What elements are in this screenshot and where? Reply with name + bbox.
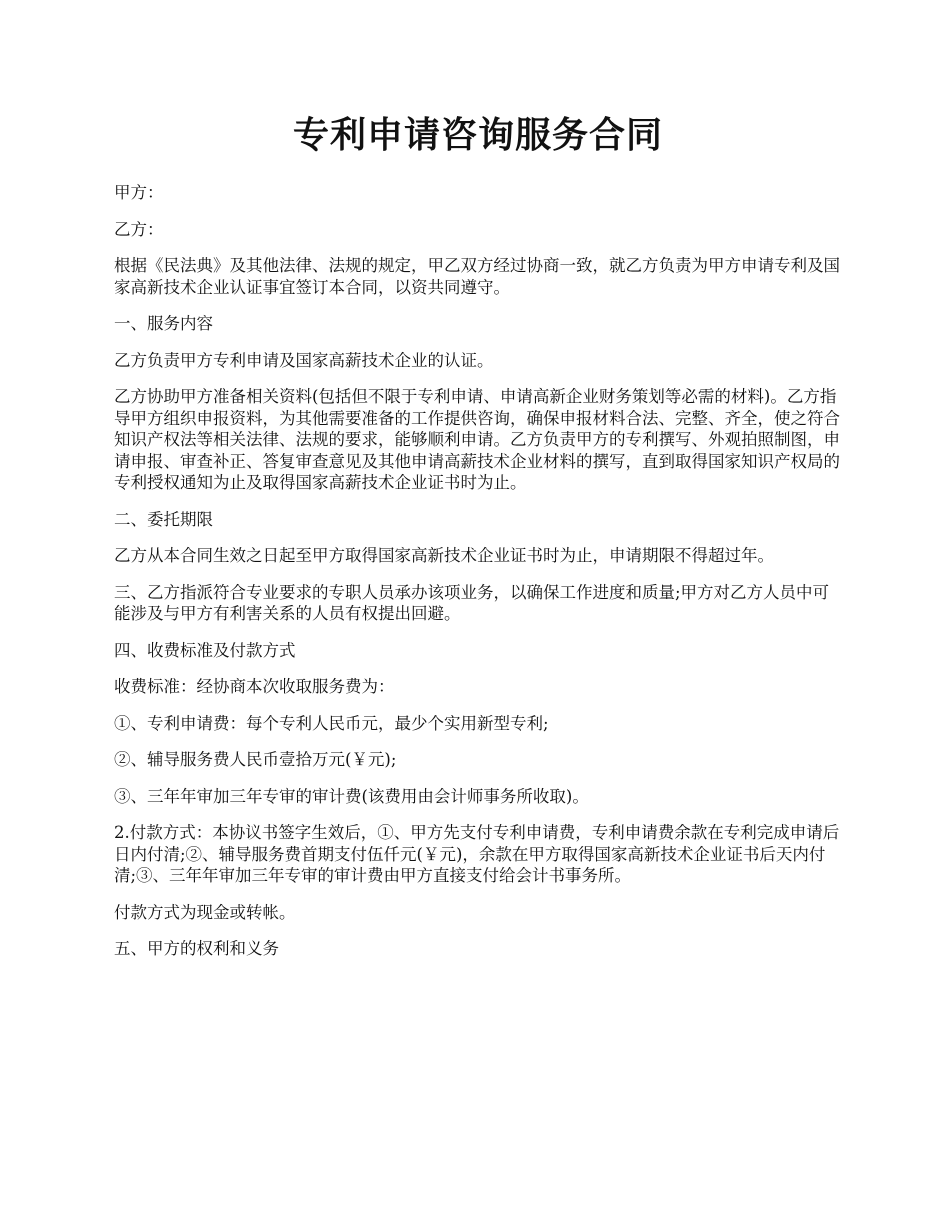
- service-paragraph-2: 乙方协助甲方准备相关资料(包括但不限于专利申请、申请高新企业财务策划等必需的材料)。乙方指导甲方组织申报资料，为其他需要准备的工作提供咨询，确保申报材料合法、完整、齐全，使之符合知识产权法等相关法律、法规的要求，能够顺利申请。乙方负责甲方的专利撰写、外观拍照制图，申请申报、审查补正、答复审查意见及其他申请高薪技术企业材料的撰写，直到取得国家知识产权局的专利授权通知为止及取得国家高薪技术企业证书时为止。: [114, 387, 840, 492]
- preamble-paragraph: 根据《民法典》及其他法律、法规的规定，甲乙双方经过协商一致，就乙方负责为甲方申请专利及国家高新技术企业认证事宜签订本合同，以资共同遵守。: [114, 256, 840, 297]
- service-paragraph-1: 乙方负责甲方专利申请及国家高薪技术企业的认证。: [114, 350, 494, 370]
- fee-standard-line: 收费标准：经协商本次收取服务费为：: [114, 677, 395, 696]
- document-title: 专利申请咨询服务合同: [292, 114, 663, 156]
- fee-item-2: ②、辅导服务费人民币壹拾万元(￥元);: [114, 750, 397, 769]
- fee-item-3: ③、三年年审加三年专审的审计费(该费用由会计师事务所收取)。: [114, 786, 589, 806]
- party-b-line: 乙方：: [114, 219, 164, 239]
- term-paragraph: 乙方从本合同生效之日起至甲方取得国家高新技术企业证书时为止，申请期限不得超过年。: [114, 546, 774, 565]
- fee-item-1: ①、专利申请费：每个专利人民币元，最少个实用新型专利;: [114, 713, 549, 733]
- section-heading-party-a-rights: 五、甲方的权利和义务: [114, 939, 279, 958]
- section-heading-fees: 四、收费标准及付款方式: [114, 640, 296, 660]
- payment-method-paragraph: 2.付款方式：本协议书签字生效后，①、甲方先支付专利申请费，专利申请费余款在专利完成申请后日内付清;②、辅导服务费首期支付伍仟元(￥元)，余款在甲方取得国家高新技术企业证书后天内付清;③、三年年审加三年专审的审计费由甲方直接支付给会计书事务所。: [114, 823, 840, 885]
- section-heading-term: 二、委托期限: [114, 509, 213, 529]
- staff-paragraph: 三、乙方指派符合专业要求的专职人员承办该项业务，以确保工作进度和质量;甲方对乙方人员中可能涉及与甲方有利害关系的人员有权提出回避。: [114, 582, 830, 623]
- party-a-line: 甲方：: [114, 183, 164, 202]
- section-heading-service: 一、服务内容: [114, 314, 213, 333]
- payment-form-line: 付款方式为现金或转帐。: [114, 902, 296, 922]
